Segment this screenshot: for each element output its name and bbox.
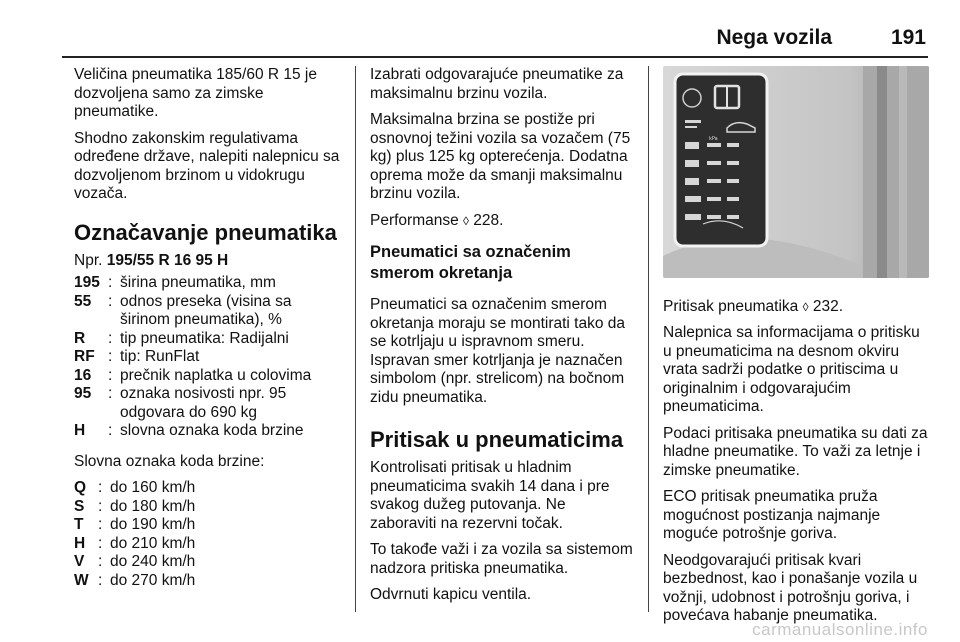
ref-text: Pritisak pneumatika <box>663 297 799 315</box>
separator: : <box>98 571 103 589</box>
section-heading-tire-marking: Označavanje pneumatika <box>74 219 337 245</box>
paragraph: Nalepnica sa informacijama o pritisku u pneumaticima na desnom okviru vrata sadrži podatke o pritiscima u originalnim i odgovarajućim pneumaticima. <box>663 324 920 415</box>
section-heading-tire-pressure: Pritisak u pneumaticima <box>370 427 624 452</box>
definition-row <box>74 553 344 572</box>
separator: : <box>108 292 113 310</box>
separator: : <box>108 329 113 347</box>
page-title: Nega vozila <box>716 26 832 49</box>
paragraph: Neodgovarajući pritisak kvari bezbednost, kao i ponašanje vozila u vožnji, udobnost i potrošnju goriva, i povećava habanje pneumatika. <box>663 551 918 624</box>
paragraph: Veličina pneumatika 185/60 R 15 je dozvoljena samo za zimske pneumatike. <box>74 66 317 120</box>
column-2 <box>370 66 636 613</box>
definition-row <box>74 422 344 441</box>
definition-value: prečnik naplatka u colovima <box>120 366 312 384</box>
separator: : <box>108 274 113 291</box>
definition-value: do 190 km/h <box>110 516 196 533</box>
definition-value: slovna oznaka koda brzine <box>120 422 304 439</box>
definition-value: do 270 km/h <box>110 571 196 589</box>
definition-value: odnos preseka (visina sa širinom pneumatika), % <box>120 292 292 328</box>
paragraph: ECO pritisak pneumatika pruža mogućnost postizanja najmanje moguće potrošnje goriva. <box>663 488 881 542</box>
definition-value: oznaka nosivosti npr. 95 odgovara do 690 kg <box>120 385 287 421</box>
reference-arrow-icon: ◊ <box>463 213 469 228</box>
page-header <box>62 20 928 58</box>
definition-key: W <box>74 571 89 589</box>
column-3 <box>663 66 929 634</box>
definition-value: do 240 km/h <box>110 553 196 570</box>
definition-row <box>74 498 344 517</box>
paragraph-with-ref <box>370 212 636 231</box>
separator: : <box>108 422 113 439</box>
definition-key: H <box>74 422 86 439</box>
definition-row <box>74 330 344 349</box>
definition-row <box>74 348 344 367</box>
separator: : <box>98 497 103 515</box>
reference-arrow-icon: ◊ <box>802 299 809 314</box>
section-heading-rotation: Pneumatici sa označenim smerom okretanja <box>370 243 571 282</box>
paragraph: Shodno zakonskim regulativama određene države, nalepiti nalepnicu sa dozvoljenom brzinom u vidokrugu vozača. <box>74 129 340 202</box>
page-reference-link[interactable]: 232. <box>812 297 843 315</box>
separator: : <box>108 366 113 384</box>
separator: : <box>108 348 113 365</box>
definition-key: H <box>74 534 86 552</box>
paragraph: Kontrolisati pritisak u hladnim pneumaticima svakih 14 dana i pre svakog dužeg putovanja. Ne zaboraviti na rezervni točak. <box>370 459 610 532</box>
paragraph: Pneumatici sa označenim smerom okretanja moraju se montirati tako da se kotrljaju u ispravnom smeru. Ispravan smer kotrljanja je naznačen simbolom (npr. strelicom) na bočnom zidu pneumatika. <box>370 296 626 406</box>
definition-key: Q <box>74 479 87 496</box>
definition-value: tip: RunFlat <box>120 348 200 365</box>
tire-pressure-label-photo <box>663 66 929 278</box>
definition-key: 195 <box>74 274 100 291</box>
separator: : <box>98 553 103 570</box>
column-divider-left <box>355 66 356 612</box>
definition-row <box>74 479 344 498</box>
example-code: 195/55 R 16 95 H <box>106 251 229 269</box>
definition-key: V <box>74 553 85 570</box>
definition-key: 16 <box>74 366 92 384</box>
definition-value: do 160 km/h <box>110 479 196 496</box>
definition-row <box>74 385 344 422</box>
definition-row <box>74 535 344 554</box>
definition-key: RF <box>74 348 95 365</box>
definition-value: do 180 km/h <box>110 497 196 515</box>
column-1 <box>74 66 344 602</box>
tire-code-list <box>74 274 344 441</box>
definition-key: S <box>74 497 85 515</box>
separator: : <box>98 479 103 496</box>
watermark: carmanualsonline.info <box>752 620 928 639</box>
definition-value: širina pneumatika, mm <box>120 274 276 291</box>
speed-intro: Slovna oznaka koda brzine: <box>74 452 265 470</box>
paragraph-with-ref <box>663 298 929 317</box>
separator: : <box>98 516 103 533</box>
separator: : <box>98 534 103 552</box>
definition-key: T <box>74 516 84 533</box>
paragraph: Izabrati odgovarajuće pneumatike za maksimalnu brzinu vozila. <box>370 66 624 102</box>
paragraph: Odvrnuti kapicu ventila. <box>370 586 532 603</box>
label-unit-text: kPa <box>709 136 718 142</box>
definition-key: 55 <box>74 292 92 310</box>
definition-row <box>74 367 344 386</box>
speed-code-list <box>74 479 344 590</box>
example-prefix: Npr. <box>74 251 103 269</box>
definition-row <box>74 274 344 293</box>
example-line <box>74 252 344 271</box>
page-reference-link[interactable]: 228. <box>473 211 504 229</box>
definition-key: R <box>74 329 86 347</box>
ref-text: Performanse <box>370 211 459 229</box>
paragraph: Podaci pritisaka pneumatika su dati za hladne pneumatike. To važi za letnje i zimske pneumatike. <box>663 424 928 479</box>
paragraph: To takođe važi i za vozila sa sistemom nadzora pritiska pneumatika. <box>370 541 633 577</box>
definition-key: 95 <box>74 385 92 402</box>
definition-row <box>74 293 344 330</box>
column-divider-right <box>648 66 649 612</box>
definition-value: tip pneumatika: Radijalni <box>120 329 289 347</box>
definition-row <box>74 572 344 591</box>
page-number: 191 <box>890 26 926 49</box>
separator: : <box>108 385 113 402</box>
definition-row <box>74 516 344 535</box>
definition-value: do 210 km/h <box>110 534 196 552</box>
paragraph: Maksimalna brzina se postiže pri osnovnoj težini vozila sa vozačem (75 kg) plus 125 kg opterećenja. Dodatna oprema može da smanji maksimalnu brzinu vozila. <box>370 111 631 202</box>
